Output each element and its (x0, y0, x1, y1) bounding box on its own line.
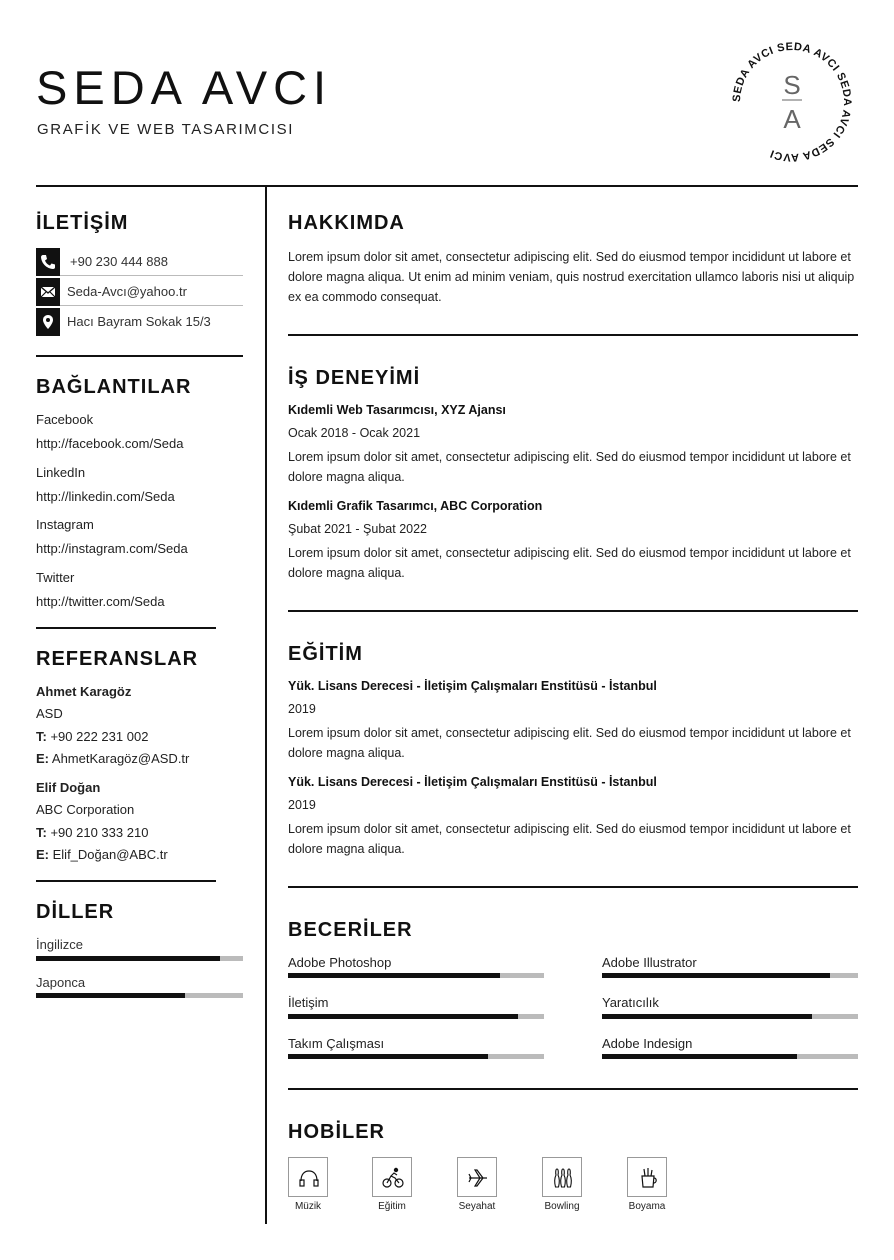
experience-role-1: Kıdemli Web Tasarımcısı, XYZ Ajansı (288, 403, 506, 417)
references-heading: REFERANSLAR (36, 648, 199, 670)
experience-date-1: Ocak 2018 - Ocak 2021 (288, 426, 421, 440)
skill-label-4: Yaratıcılık (602, 995, 659, 1010)
experience-date-2: Şubat 2021 - Şubat 2022 (288, 522, 428, 536)
left-divider-3 (36, 880, 216, 882)
skill-bar-3 (288, 1014, 544, 1019)
skill-bar-4 (602, 1014, 858, 1019)
map-pin-icon (36, 308, 60, 336)
education-heading: EĞİTİM (288, 643, 363, 665)
experience-role-2: Kıdemli Grafik Tasarımcı, ABC Corporation (288, 499, 543, 513)
reference-name-1: Ahmet Karagöz (36, 684, 132, 699)
link-url-instagram[interactable]: http://instagram.com/Seda (36, 541, 188, 556)
bowling-pins-icon (542, 1157, 582, 1197)
skill-bar-fill-2 (602, 973, 830, 978)
about-text: Lorem ipsum dolor sit amet, consectetur adipiscing elit. Sed do eiusmod tempor incididunt ut labore et dolore magna aliqua. Ut enim ad minim veniam, quis nostrud exercitation ullamco laboris nisi ut aliquip ex ea commodo consequat. (288, 250, 855, 304)
monogram-logo (726, 36, 858, 168)
education-degree-2: Yük. Lisans Derecesi - İletişim Çalışmaları Enstitüsü - İstanbul (288, 775, 657, 789)
right-divider-1 (288, 334, 858, 336)
right-divider-2 (288, 610, 858, 612)
logo-letter-top: S (783, 70, 801, 100)
skills-heading: BECERİLER (288, 919, 413, 941)
link-url-twitter[interactable]: http://twitter.com/Seda (36, 594, 165, 609)
reference-phone-1: T: +90 222 231 002 (36, 729, 149, 744)
education-year-2: 2019 (288, 798, 316, 812)
left-divider-2 (36, 627, 216, 629)
skill-bar-5 (288, 1054, 544, 1059)
link-url-facebook[interactable]: http://facebook.com/Seda (36, 436, 184, 451)
hobby-label-music: Müzik (294, 1201, 322, 1212)
skill-label-6: Adobe Indesign (602, 1036, 693, 1051)
languages-heading: DİLLER (36, 901, 115, 923)
link-label-instagram: Instagram (36, 517, 94, 532)
logo-ring-text: SEDA AVCI SEDA AVCI SEDA AVCI SEDA AVCI (730, 40, 854, 164)
contact-email-row (36, 278, 243, 306)
reference-company-2: ABC Corporation (36, 802, 135, 817)
language-bar-2 (36, 993, 243, 998)
right-divider-3 (288, 886, 858, 888)
language-bar-fill-1 (36, 956, 220, 961)
resume-job-title: GRAFİK VE WEB TASARIMCISI (37, 121, 294, 138)
contact-phone: +90 230 444 888 (70, 254, 168, 269)
language-bar-1 (36, 956, 243, 961)
right-divider-4 (288, 1088, 858, 1090)
svg-text:SEDA AVCI SEDA AVCI SEDA AVCI (731, 41, 853, 163)
skill-bar-6 (602, 1054, 858, 1059)
headphones-icon (288, 1157, 328, 1197)
hobby-label-painting: Boyama (628, 1201, 666, 1212)
reference-company-1: ASD (36, 706, 63, 721)
hobby-label-bowling: Bowling (544, 1201, 580, 1212)
header-divider (36, 185, 858, 187)
contact-email: Seda-Avcı@yahoo.tr (67, 284, 187, 299)
reference-name-2: Elif Doğan (36, 780, 101, 795)
experience-heading: İŞ DENEYİMİ (288, 367, 421, 389)
skill-label-3: İletişim (288, 995, 329, 1010)
link-url-linkedin[interactable]: http://linkedin.com/Seda (36, 489, 175, 504)
contact-phone-row (36, 248, 243, 276)
education-degree-1: Yük. Lisans Derecesi - İletişim Çalışmaları Enstitüsü - İstanbul (288, 679, 657, 693)
airplane-icon (457, 1157, 497, 1197)
about-heading: HAKKIMDA (288, 212, 405, 234)
reference-phone-2: T: +90 210 333 210 (36, 825, 149, 840)
skill-bar-2 (602, 973, 858, 978)
skill-label-1: Adobe Photoshop (288, 955, 392, 970)
column-divider (265, 186, 267, 1224)
hobby-label-travel: Seyahat (458, 1201, 496, 1212)
education-desc-2: Lorem ipsum dolor sit amet, consectetur adipiscing elit. Sed do eiusmod tempor incididunt ut labore et dolore magna aliqua. (288, 822, 851, 856)
language-label-2: Japonca (36, 975, 86, 990)
reference-email-2: E: Elif_Doğan@ABC.tr (36, 847, 168, 862)
logo-letter-bottom: A (783, 104, 801, 134)
reference-email-1: E: AhmetKaragöz@ASD.tr (36, 751, 190, 766)
link-label-facebook: Facebook (36, 412, 94, 427)
links-heading: BAĞLANTILAR (36, 376, 192, 398)
hobbies-heading: HOBİLER (288, 1121, 385, 1143)
language-bar-fill-2 (36, 993, 185, 998)
skill-bar-fill-4 (602, 1014, 812, 1019)
education-year-1: 2019 (288, 702, 316, 716)
envelope-icon (36, 278, 60, 306)
experience-desc-2: Lorem ipsum dolor sit amet, consectetur adipiscing elit. Sed do eiusmod tempor incididunt ut labore et dolore magna aliqua. (288, 546, 851, 580)
skill-bar-fill-3 (288, 1014, 518, 1019)
link-label-twitter: Twitter (36, 570, 75, 585)
resume-name: SEDA AVCI (36, 61, 333, 114)
skill-label-5: Takım Çalışması (288, 1036, 385, 1051)
contact-address: Hacı Bayram Sokak 15/3 (67, 314, 211, 329)
hobby-label-education: Eğitim (378, 1201, 406, 1212)
skill-label-2: Adobe Illustrator (602, 955, 697, 970)
cyclist-icon (372, 1157, 412, 1197)
contact-heading: İLETİŞİM (36, 212, 129, 234)
paint-cup-icon (627, 1157, 667, 1197)
skill-bar-fill-1 (288, 973, 500, 978)
skill-bar-1 (288, 973, 544, 978)
skill-bar-fill-6 (602, 1054, 797, 1059)
education-desc-1: Lorem ipsum dolor sit amet, consectetur adipiscing elit. Sed do eiusmod tempor incididunt ut labore et dolore magna aliqua. (288, 726, 851, 760)
skill-bar-fill-5 (288, 1054, 488, 1059)
contact-address-row (36, 308, 243, 336)
phone-icon (36, 248, 60, 276)
left-divider-1 (36, 355, 243, 357)
experience-desc-1: Lorem ipsum dolor sit amet, consectetur adipiscing elit. Sed do eiusmod tempor incididunt ut labore et dolore magna aliqua. (288, 450, 851, 484)
language-label-1: İngilizce (36, 937, 83, 952)
link-label-linkedin: LinkedIn (36, 465, 86, 480)
